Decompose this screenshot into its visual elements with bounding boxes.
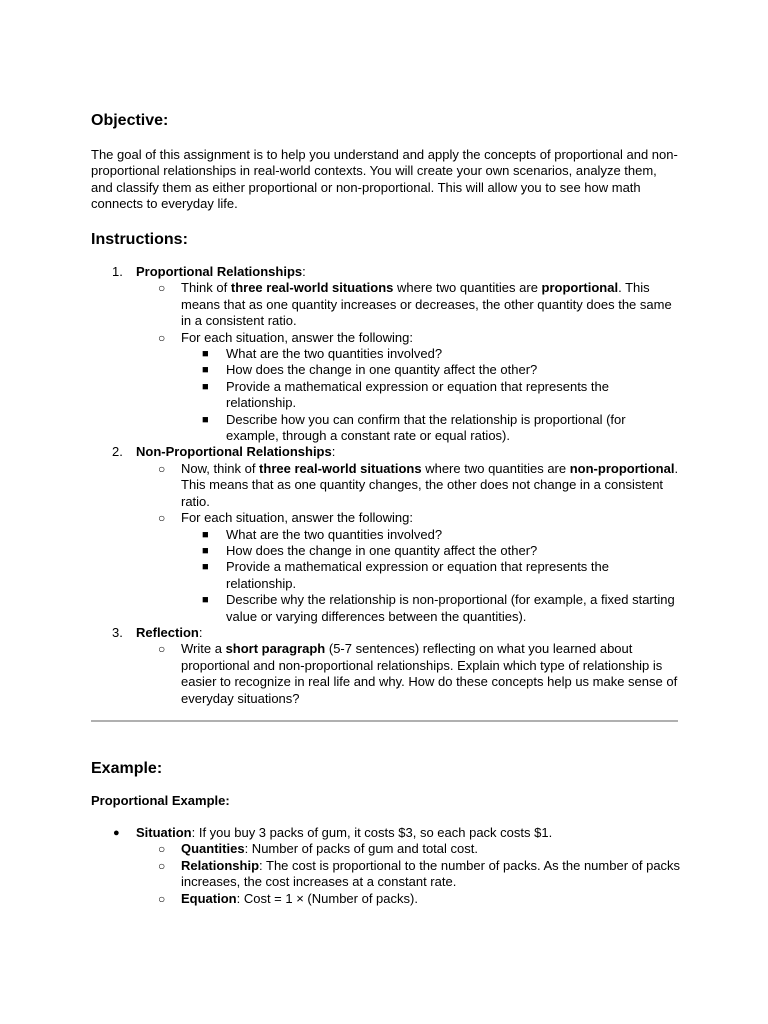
circle-bullet-icon: ○ [158,281,166,296]
question-item: ■ What are the two quantities involved? [202,526,443,542]
list-number: 1. [112,264,123,279]
square-bullet-icon: ■ [202,364,209,377]
sub-bullet: ○ For each situation, answer the following: [158,510,413,526]
sub-bullet: ○ Now, think of three real-world situations where two quantities are non-proportional. This means that as one quantity changes, the other does not change in a consistent ratio. [158,460,679,509]
sub-bullet: ○ For each situation, answer the following: [158,329,413,345]
square-bullet-icon: ■ [202,561,209,574]
square-bullet-icon: ■ [202,544,209,557]
square-bullet-icon: ■ [202,528,209,541]
square-bullet-icon: ■ [202,380,209,393]
objective-heading: Objective: [91,112,169,129]
circle-bullet-icon: ○ [158,642,166,657]
circle-bullet-icon: ○ [158,330,166,345]
example-subheading: Proportional Example: [91,793,230,808]
question-item: ■ Describe why the relationship is non-proportional (for example, a fixed starting value or varying differences between the quantities). [202,592,675,624]
example-heading: Example: [91,760,163,777]
list-item-proportional: 1. Proportional Relationships: [112,264,306,279]
list-item-non-proportional: 2. Non-Proportional Relationships: [112,444,336,460]
circle-bullet-icon: ○ [158,858,166,873]
example-relationship: ○ Relationship: The cost is proportional to the number of packs. As the number of packs increases, the cost increases at a constant rate. [158,857,681,890]
square-bullet-icon: ■ [202,594,209,607]
section-title: Proportional Relationships [136,264,303,279]
example-list [91,825,681,907]
question-item: ■ What are the two quantities involved? [202,346,443,362]
circle-bullet-icon: ○ [158,461,166,476]
sub-bullet: ○ Think of three real-world situations where two quantities are proportional. This means that as one quantity increases or decreases, the other quantity does the same in a consistent ratio. [158,280,672,329]
question-item: ■ Describe how you can confirm that the relationship is proportional (for example, through a constant rate or equal ratios). [202,411,626,444]
list-item-reflection: 3. Reflection: [112,624,203,640]
question-item: ■ Provide a mathematical expression or equation that represents the relationship. [202,378,609,411]
question-item: ■ How does the change in one quantity affect the other? [202,362,538,378]
section-title: Non-Proportional Relationships [136,444,332,460]
question-item: ■ How does the change in one quantity affect the other? [202,542,538,558]
list-number: 3. [112,624,123,640]
sub-bullet: ○ Write a short paragraph (5-7 sentences) reflecting on what you learned about proportional and non-proportional relationships. Explain which type of relationship is easier to recognize in real life and why. How do these concepts help us make sense of everyday situations? [158,641,678,706]
example-quantities: ○ Quantities: Number of packs of gum and total cost. [158,841,478,857]
instructions-list [91,264,681,707]
question-item: ■ Provide a mathematical expression or equation that represents the relationship. [202,559,609,591]
section-title: Reflection [136,624,199,640]
circle-bullet-icon: ○ [158,511,166,526]
disc-bullet-icon: ● [113,827,120,839]
objective-paragraph: The goal of this assignment is to help you understand and apply the concepts of proportional and non-proportional relationships in real-world contexts. You will create your own scenarios, analyze them, and classify them as either proportional or non-proportional. This will allow you to see how math connects to everyday life. [91,147,678,212]
horizontal-divider [91,720,678,722]
example-situation: ● Situation: If you buy 3 packs of gum, it costs $3, so each pack costs $1. [113,825,553,840]
list-number: 2. [112,444,123,460]
instructions-heading: Instructions: [91,231,188,248]
square-bullet-icon: ■ [202,348,209,361]
example-equation: ○ Equation: Cost = 1 × (Number of packs). [158,890,418,906]
circle-bullet-icon: ○ [158,891,166,906]
circle-bullet-icon: ○ [158,842,166,857]
square-bullet-icon: ■ [202,413,209,426]
